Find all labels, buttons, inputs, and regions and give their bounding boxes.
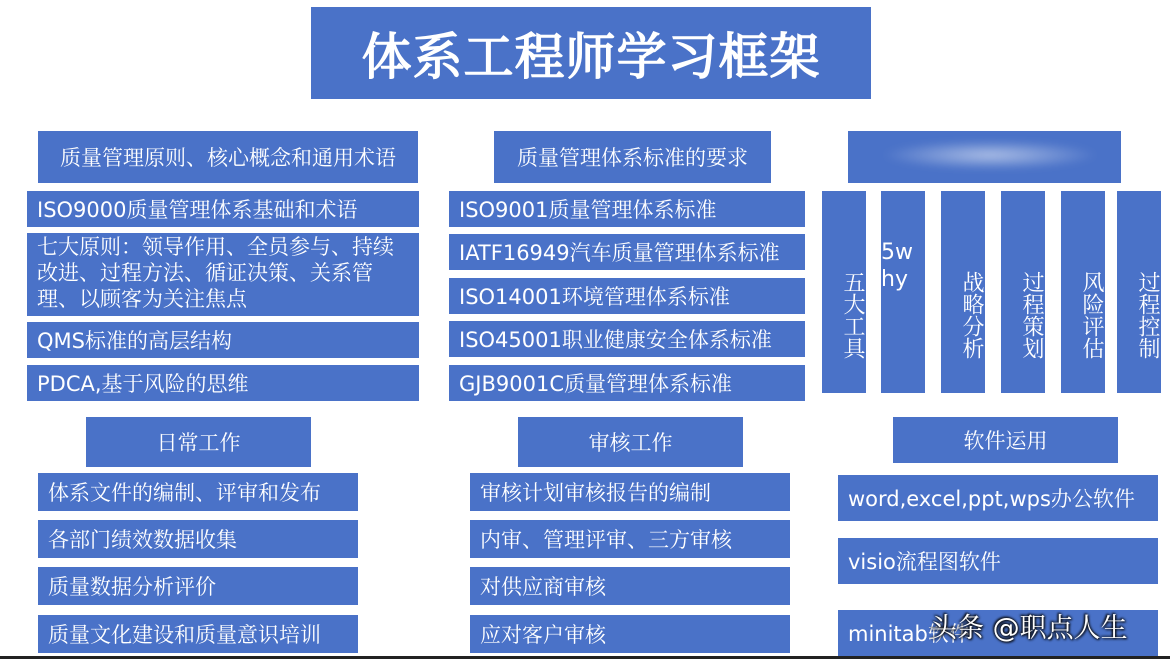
list-item: 各部门绩效数据收集 bbox=[38, 520, 358, 558]
skill-column: 过程策划 bbox=[1001, 191, 1045, 393]
list-item: 内审、管理评审、三方审核 bbox=[470, 520, 790, 558]
skill-column: 风险评估 bbox=[1061, 191, 1105, 393]
list-item: 质量数据分析评价 bbox=[38, 567, 358, 605]
list-item: ISO14001环境管理体系标准 bbox=[449, 278, 805, 314]
blurred-header-text bbox=[880, 140, 1100, 170]
skill-column: 5why bbox=[881, 191, 925, 393]
page-title: 体系工程师学习框架 bbox=[311, 7, 871, 99]
list-item: 审核计划审核报告的编制 bbox=[470, 473, 790, 511]
list-item: ISO9001质量管理体系标准 bbox=[449, 191, 805, 227]
list-item: 七大原则：领导作用、全员参与、持续改进、过程方法、循证决策、关系管理、以顾客为关注焦点 bbox=[27, 233, 419, 316]
list-item: visio流程图软件 bbox=[838, 538, 1158, 584]
watermark: 头条 @职点人生 bbox=[930, 613, 1128, 644]
list-item: 应对客户审核 bbox=[470, 615, 790, 653]
list-item: IATF16949汽车质量管理体系标准 bbox=[449, 234, 805, 270]
list-item: ISO9000质量管理体系基础和术语 bbox=[27, 191, 419, 227]
section-standards-header: 质量管理体系标准的要求 bbox=[494, 131, 771, 183]
skill-column: 战略分析 bbox=[941, 191, 985, 393]
skill-column: 过程控制 bbox=[1117, 191, 1161, 393]
list-item: 体系文件的编制、评审和发布 bbox=[38, 473, 358, 511]
list-item: PDCA,基于风险的思维 bbox=[27, 365, 419, 401]
section-daily-work-header: 日常工作 bbox=[86, 417, 311, 467]
section-audit-header: 审核工作 bbox=[518, 417, 743, 467]
list-item: ISO45001职业健康安全体系标准 bbox=[449, 321, 805, 357]
list-item: QMS标准的高层结构 bbox=[27, 322, 419, 358]
list-item: 质量文化建设和质量意识培训 bbox=[38, 615, 358, 653]
section-software-header: 软件运用 bbox=[893, 417, 1118, 463]
list-item: GJB9001C质量管理体系标准 bbox=[449, 365, 805, 401]
list-item: word,excel,ppt,wps办公软件 bbox=[838, 475, 1158, 521]
list-item: 对供应商审核 bbox=[470, 567, 790, 605]
skill-column: 五大工具 bbox=[822, 191, 866, 393]
list-item: minitab软件 bbox=[838, 610, 1158, 656]
section-principles-header: 质量管理原则、核心概念和通用术语 bbox=[38, 131, 418, 183]
